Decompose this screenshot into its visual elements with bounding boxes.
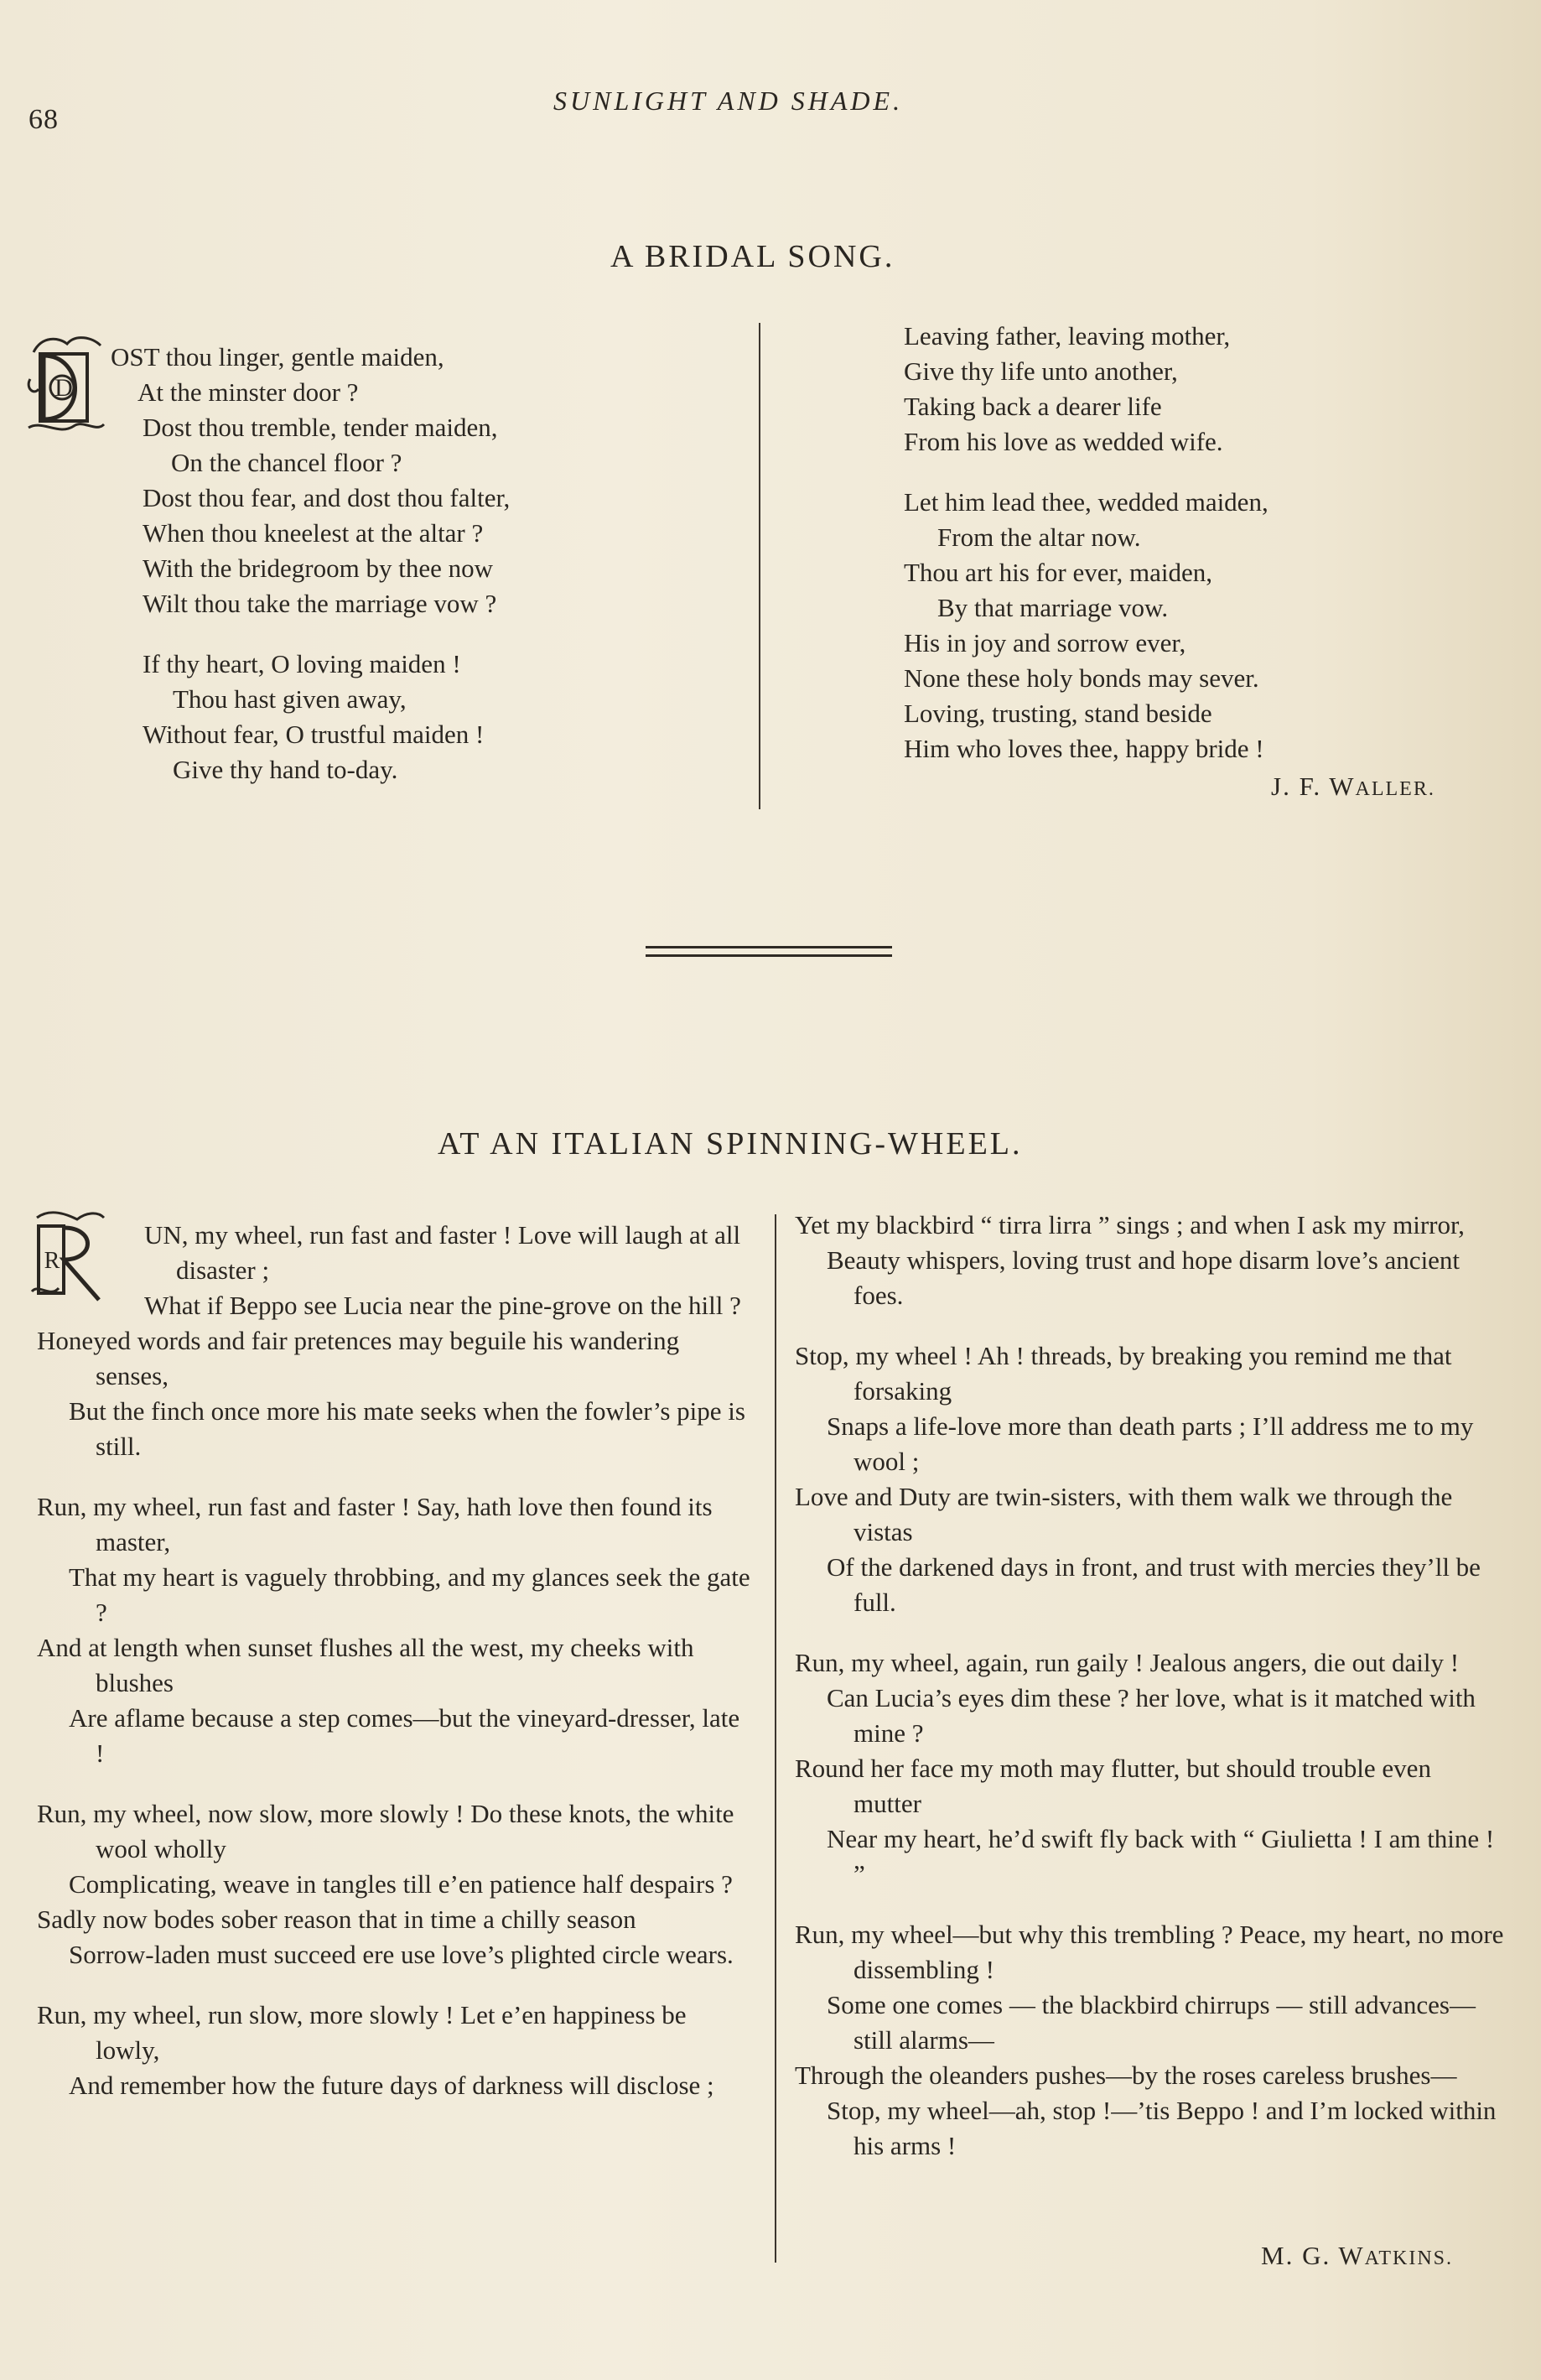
poem1-stanza <box>111 340 510 621</box>
verse-line: Give thy hand to-day. <box>173 755 398 784</box>
verse-line: Taking back a dearer life <box>904 392 1162 421</box>
column-divider <box>775 1214 776 2263</box>
verse-line: Are aflame because a step comes—but the vineyard-dresser, late ! <box>69 1703 740 1768</box>
verse-line: Without fear, O trustful maiden ! <box>143 720 485 749</box>
verse-line: And remember how the future days of darkness will disclose ; <box>69 2071 714 2100</box>
poem1-stanza <box>904 485 1269 766</box>
section-divider-bottom <box>646 954 892 957</box>
verse-line: Can Lucia’s eyes dim these ? her love, what is it matched with mine ? <box>827 1683 1476 1748</box>
verse-line: Thou art his for ever, maiden, <box>904 558 1213 587</box>
poem2-author: M. G. WATKINS. <box>1261 2241 1453 2270</box>
verse-line: Run, my wheel, run slow, more slowly ! Let e’en happiness be lowly, <box>37 2000 687 2065</box>
verse-line: Near my heart, he’d swift fly back with “ Giulietta ! I am thine ! ” <box>827 1824 1495 1889</box>
verse-line: On the chancel floor ? <box>171 448 402 477</box>
poem2-title: AT AN ITALIAN SPINNING-WHEEL. <box>438 1126 1023 1161</box>
poem2-stanza <box>795 1338 1504 1620</box>
section-divider-top <box>646 946 892 948</box>
poem2-left-column <box>37 1218 755 2128</box>
verse-line: Run, my wheel—but why this trembling ? Peace, my heart, no more dissembling ! <box>795 1920 1504 1984</box>
poem1-title: A BRIDAL SONG. <box>610 239 895 274</box>
verse-line: Wilt thou take the marriage vow ? <box>143 589 497 618</box>
verse-line: When thou kneelest at the altar ? <box>143 518 484 548</box>
verse-line: That my heart is vaguely throbbing, and my glances seek the gate ? <box>69 1562 750 1627</box>
verse-line: His in joy and sorrow ever, <box>904 628 1186 657</box>
verse-line: Sadly now bodes sober reason that in time a chilly season <box>37 1905 636 1934</box>
verse-line: Of the darkened days in front, and trust with mercies they’ll be full. <box>827 1552 1481 1617</box>
verse-line: Let him lead thee, wedded maiden, <box>904 487 1269 517</box>
poem2-stanza <box>795 1917 1504 2164</box>
verse-line: Thou hast given away, <box>173 684 407 714</box>
verse-line: Dost thou fear, and dost thou falter, <box>143 483 511 512</box>
verse-line: And at length when sunset flushes all the west, my cheeks with blushes <box>37 1633 694 1697</box>
verse-line: Sorrow-laden must succeed ere use love’s plighted circle wears. <box>69 1940 734 1969</box>
verse-line: Give thy life unto another, <box>904 356 1178 386</box>
verse-line: Complicating, weave in tangles till e’en patience half despairs ? <box>69 1869 733 1899</box>
poem2-stanza <box>37 1796 755 1972</box>
verse-line: At the minster door ? <box>137 377 359 407</box>
verse-line: With the bridegroom by thee now <box>143 553 494 583</box>
poem2-stanza <box>795 1645 1504 1892</box>
verse-line: Some one comes — the blackbird chirrups — still advances—still alarms— <box>827 1990 1476 2055</box>
verse-line: Him who loves thee, happy bride ! <box>904 734 1264 763</box>
poem2-stanza <box>37 1218 755 1464</box>
dropcap-d-ornament <box>25 329 106 438</box>
verse-line: Love and Duty are twin-sisters, with them walk we through the vistas <box>795 1482 1453 1546</box>
column-divider <box>759 323 760 809</box>
verse-line: Yet my blackbird “ tirra lirra ” sings ; and when I ask my mirror, <box>795 1210 1465 1239</box>
svg-text:D: D <box>54 374 73 402</box>
verse-line: Round her face my moth may flutter, but should trouble even mutter <box>795 1754 1431 1818</box>
poem1-right-column <box>904 319 1269 792</box>
poem1-stanza <box>111 647 510 787</box>
poem2-stanza <box>37 1998 755 2103</box>
verse-line: Stop, my wheel—ah, stop !—’tis Beppo ! and I’m locked within his arms ! <box>827 2096 1497 2160</box>
verse-line: Run, my wheel, run fast and faster ! Say, hath love then found its master, <box>37 1492 713 1556</box>
verse-line: From his love as wedded wife. <box>904 427 1223 456</box>
verse-line: Run, my wheel, again, run gaily ! Jealous angers, die out daily ! <box>795 1648 1460 1677</box>
running-title: SUNLIGHT AND SHADE. <box>553 86 904 116</box>
poem2-stanza <box>37 1489 755 1771</box>
page-number: 68 <box>29 104 59 135</box>
verse-line: Through the oleanders pushes—by the roses careless brushes— <box>795 2060 1457 2090</box>
verse-line: Leaving father, leaving mother, <box>904 321 1231 351</box>
verse-line: Honeyed words and fair pretences may beguile his wandering senses, <box>37 1326 680 1390</box>
poem1-author: J. F. WALLER. <box>1271 772 1435 801</box>
poem1-stanza <box>904 319 1269 460</box>
poem2-stanza <box>795 1208 1504 1313</box>
verse-line: Loving, trusting, stand beside <box>904 699 1212 728</box>
verse-line: Run, my wheel, now slow, more slowly ! Do these knots, the white wool wholly <box>37 1799 734 1863</box>
verse-line: Stop, my wheel ! Ah ! threads, by breaking you remind me that forsaking <box>795 1341 1452 1406</box>
svg-text:R: R <box>44 1248 60 1274</box>
verse-line: What if Beppo see Lucia near the pine-grove on the hill ? <box>144 1291 741 1320</box>
verse-line: But the finch once more his mate seeks when the fowler’s pipe is still. <box>69 1396 745 1461</box>
poem1-left-column <box>111 340 510 813</box>
verse-line: By that marriage vow. <box>937 593 1169 622</box>
verse-line: None these holy bonds may sever. <box>904 663 1259 693</box>
verse-line: If thy heart, O loving maiden ! <box>143 649 461 678</box>
verse-line: Snaps a life-love more than death parts ; I’ll address me to my wool ; <box>827 1411 1474 1476</box>
verse-line: Beauty whispers, loving trust and hope disarm love’s ancient foes. <box>827 1245 1461 1310</box>
verse-line: From the altar now. <box>937 522 1141 552</box>
verse-line: Dost thou tremble, tender maiden, <box>143 413 498 442</box>
verse-line: OST thou linger, gentle maiden, <box>111 342 444 372</box>
verse-line: UN, my wheel, run fast and faster ! Love will laugh at all disaster ; <box>144 1220 741 1285</box>
poem2-right-column <box>795 1208 1504 2189</box>
